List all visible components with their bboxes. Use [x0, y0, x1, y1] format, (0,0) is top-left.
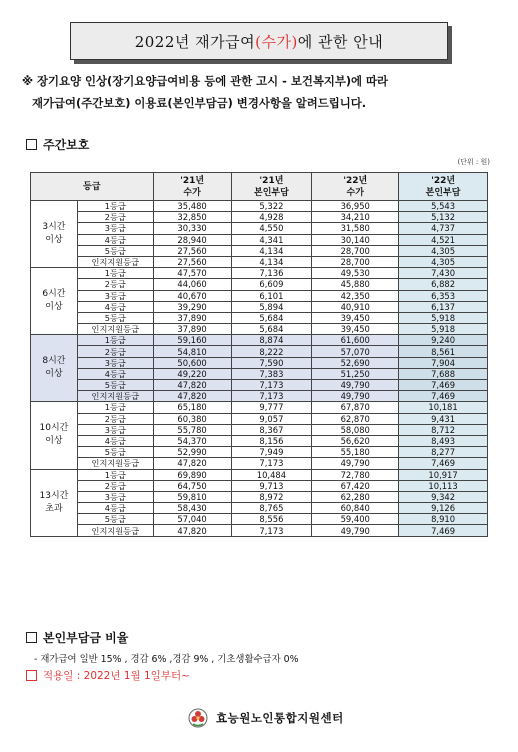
grade-cell: 2등급 [77, 212, 153, 223]
fee-22-cell: 45,880 [312, 279, 399, 290]
fee-21-cell: 55,780 [153, 424, 231, 435]
self-21-cell: 8,765 [231, 503, 312, 514]
group-label-cell: 13시간 초과 [31, 469, 78, 536]
fee-21-cell: 49,220 [153, 368, 231, 379]
self-21-cell: 8,156 [231, 435, 312, 446]
grade-cell: 3등급 [77, 357, 153, 368]
self-21-cell: 5,684 [231, 312, 312, 323]
grade-cell: 3등급 [77, 491, 153, 502]
self-22-cell: 5,543 [399, 201, 488, 212]
group-label-cell: 8시간 이상 [31, 335, 78, 402]
self-21-cell: 9,713 [231, 480, 312, 491]
table-row [31, 279, 488, 290]
self-21-cell: 9,057 [231, 413, 312, 424]
fee-22-cell: 55,180 [312, 447, 399, 458]
table-row [31, 312, 488, 323]
self-21-cell: 4,928 [231, 212, 312, 223]
self-22-cell: 9,126 [399, 503, 488, 514]
table-row [31, 234, 488, 245]
fee-22-cell: 67,420 [312, 480, 399, 491]
grade-cell: 4등급 [77, 503, 153, 514]
fee-22-cell: 67,870 [312, 402, 399, 413]
table-row [31, 268, 488, 279]
fee-22-cell: 52,690 [312, 357, 399, 368]
table-row [31, 503, 488, 514]
fee-22-cell: 58,080 [312, 424, 399, 435]
checkbox-square-icon [26, 670, 37, 681]
fee-21-cell: 37,890 [153, 324, 231, 335]
footer-org [188, 708, 344, 728]
self-22-cell: 7,430 [399, 268, 488, 279]
title-pre: 2022년 재가급여 [134, 32, 256, 51]
fee-22-cell: 36,950 [312, 201, 399, 212]
self-21-cell: 5,894 [231, 301, 312, 312]
table-row [31, 324, 488, 335]
fee-21-cell: 64,750 [153, 480, 231, 491]
fee-21-cell: 50,600 [153, 357, 231, 368]
grade-cell: 1등급 [77, 268, 153, 279]
fee-22-cell: 31,580 [312, 223, 399, 234]
fee-21-cell: 47,820 [153, 458, 231, 469]
grade-cell: 인지지원등급 [77, 458, 153, 469]
fee-21-cell: 69,890 [153, 469, 231, 480]
self-21-cell: 7,173 [231, 380, 312, 391]
self-22-cell: 7,688 [399, 368, 488, 379]
grade-cell: 1등급 [77, 335, 153, 346]
fee-22-cell: 57,070 [312, 346, 399, 357]
grade-cell: 5등급 [77, 245, 153, 256]
fee-22-cell: 61,600 [312, 335, 399, 346]
table-row [31, 413, 488, 424]
grade-cell: 5등급 [77, 447, 153, 458]
self-22-cell: 4,521 [399, 234, 488, 245]
fee-22-cell: 30,140 [312, 234, 399, 245]
table-row [31, 435, 488, 446]
self-22-cell: 7,469 [399, 525, 488, 536]
self-21-cell: 7,173 [231, 458, 312, 469]
self-22-cell: 8,712 [399, 424, 488, 435]
table-row [31, 391, 488, 402]
self-21-cell: 7,136 [231, 268, 312, 279]
table-row [31, 346, 488, 357]
checkbox-square-icon [26, 139, 37, 150]
fee-22-cell: 56,620 [312, 435, 399, 446]
fee-21-cell: 58,430 [153, 503, 231, 514]
self-22-cell: 5,132 [399, 212, 488, 223]
self-21-cell: 5,322 [231, 201, 312, 212]
grade-cell: 2등급 [77, 346, 153, 357]
header-grade: 등급 [31, 173, 154, 201]
self-21-cell: 4,550 [231, 223, 312, 234]
self-22-cell: 9,342 [399, 491, 488, 502]
self-21-cell: 8,222 [231, 346, 312, 357]
grade-cell: 1등급 [77, 402, 153, 413]
grade-cell: 3등급 [77, 223, 153, 234]
grade-cell: 1등급 [77, 201, 153, 212]
grade-cell: 2등급 [77, 279, 153, 290]
self-22-cell: 8,277 [399, 447, 488, 458]
fee-22-cell: 39,450 [312, 324, 399, 335]
self-22-cell: 6,882 [399, 279, 488, 290]
grade-cell: 3등급 [77, 290, 153, 301]
table-row [31, 301, 488, 312]
fee-21-cell: 47,820 [153, 380, 231, 391]
self-22-cell: 8,910 [399, 514, 488, 525]
table-row [31, 514, 488, 525]
group-label-cell: 10시간 이상 [31, 402, 78, 469]
ratio-note: - 재가급여 일반 15% , 경감 6% ,경감 9% , 기초생활수급자 0% [34, 654, 299, 665]
self-22-cell: 7,904 [399, 357, 488, 368]
fee-21-cell: 35,480 [153, 201, 231, 212]
table-row [31, 458, 488, 469]
table-row [31, 212, 488, 223]
self-22-cell: 4,305 [399, 256, 488, 267]
grade-cell: 인지지원등급 [77, 391, 153, 402]
grade-cell: 5등급 [77, 312, 153, 323]
self-22-cell: 10,181 [399, 402, 488, 413]
table-row [31, 491, 488, 502]
fee-table [30, 172, 488, 537]
section-daycare-heading [26, 136, 89, 153]
table-row [31, 424, 488, 435]
table-row [31, 380, 488, 391]
fee-21-cell: 39,290 [153, 301, 231, 312]
title-highlight: (수가) [255, 32, 298, 51]
grade-cell: 4등급 [77, 368, 153, 379]
table-row [31, 368, 488, 379]
self-22-cell: 6,137 [399, 301, 488, 312]
grade-cell: 4등급 [77, 234, 153, 245]
fee-22-cell: 49,790 [312, 380, 399, 391]
table-row [31, 357, 488, 368]
fee-21-cell: 59,160 [153, 335, 231, 346]
apply-date-text: 적용일 : 2022년 1월 1일부터~ [43, 670, 190, 682]
section-daycare-label: 주간보호 [43, 138, 90, 152]
fee-21-cell: 54,810 [153, 346, 231, 357]
self-21-cell: 5,684 [231, 324, 312, 335]
self-21-cell: 10,484 [231, 469, 312, 480]
table-row [31, 335, 488, 346]
header-21-fee: '21년 수가 [153, 173, 231, 201]
self-21-cell: 8,874 [231, 335, 312, 346]
self-22-cell: 10,113 [399, 480, 488, 491]
self-22-cell: 5,918 [399, 312, 488, 323]
self-21-cell: 9,777 [231, 402, 312, 413]
table-row [31, 245, 488, 256]
self-22-cell: 9,240 [399, 335, 488, 346]
table-row [31, 480, 488, 491]
section-ratio-label: 본인부담금 비율 [43, 631, 129, 645]
fee-22-cell: 28,700 [312, 256, 399, 267]
table-row [31, 469, 488, 480]
fee-21-cell: 47,820 [153, 525, 231, 536]
fee-22-cell: 49,790 [312, 391, 399, 402]
self-22-cell: 8,493 [399, 435, 488, 446]
fee-22-cell: 62,870 [312, 413, 399, 424]
self-21-cell: 7,590 [231, 357, 312, 368]
table-row [31, 402, 488, 413]
fee-21-cell: 27,560 [153, 256, 231, 267]
fee-21-cell: 30,330 [153, 223, 231, 234]
fee-21-cell: 44,060 [153, 279, 231, 290]
fee-22-cell: 39,450 [312, 312, 399, 323]
grade-cell: 4등급 [77, 435, 153, 446]
header-22-self: '22년 본인부담 [399, 173, 488, 201]
fee-21-cell: 60,380 [153, 413, 231, 424]
table-row [31, 290, 488, 301]
fee-22-cell: 72,780 [312, 469, 399, 480]
grade-cell: 인지지원등급 [77, 324, 153, 335]
fee-22-cell: 51,250 [312, 368, 399, 379]
self-22-cell: 7,469 [399, 391, 488, 402]
self-22-cell: 4,737 [399, 223, 488, 234]
fee-21-cell: 59,810 [153, 491, 231, 502]
self-22-cell: 9,431 [399, 413, 488, 424]
grade-cell: 2등급 [77, 413, 153, 424]
self-21-cell: 8,972 [231, 491, 312, 502]
self-22-cell: 6,353 [399, 290, 488, 301]
unit-label: (단위 : 원) [457, 158, 490, 166]
header-21-self: '21년 본인부담 [231, 173, 312, 201]
grade-cell: 인지지원등급 [77, 256, 153, 267]
self-21-cell: 8,367 [231, 424, 312, 435]
fee-22-cell: 40,910 [312, 301, 399, 312]
self-22-cell: 5,918 [399, 324, 488, 335]
table-row [31, 223, 488, 234]
self-21-cell: 4,134 [231, 256, 312, 267]
self-22-cell: 8,561 [399, 346, 488, 357]
table-row [31, 256, 488, 267]
table-row [31, 447, 488, 458]
fee-table-body [31, 201, 488, 537]
grade-cell: 5등급 [77, 380, 153, 391]
fee-21-cell: 37,890 [153, 312, 231, 323]
title-post: 에 관한 안내 [297, 32, 384, 51]
fee-22-cell: 34,210 [312, 212, 399, 223]
self-22-cell: 7,469 [399, 458, 488, 469]
self-22-cell: 7,469 [399, 380, 488, 391]
checkbox-square-icon [26, 632, 37, 643]
fee-22-cell: 59,400 [312, 514, 399, 525]
footer-org-name: 효능원노인통합지원센터 [216, 711, 344, 725]
group-label-cell: 6시간 이상 [31, 268, 78, 335]
intro-line-1: ※ 장기요양 인상(장기요양급여비용 등에 관한 고시 - 보건복지부)에 따라 [22, 74, 389, 88]
page-title [70, 22, 448, 60]
grade-cell: 1등급 [77, 469, 153, 480]
self-21-cell: 7,949 [231, 447, 312, 458]
fee-22-cell: 42,350 [312, 290, 399, 301]
group-label-cell: 3시간 이상 [31, 201, 78, 268]
fee-21-cell: 47,570 [153, 268, 231, 279]
self-21-cell: 6,101 [231, 290, 312, 301]
self-21-cell: 4,341 [231, 234, 312, 245]
self-21-cell: 7,173 [231, 391, 312, 402]
self-21-cell: 7,383 [231, 368, 312, 379]
intro-notice [22, 70, 502, 114]
fee-22-cell: 28,700 [312, 245, 399, 256]
self-21-cell: 6,609 [231, 279, 312, 290]
flower-emblem-icon [188, 708, 208, 728]
self-21-cell: 8,556 [231, 514, 312, 525]
fee-22-cell: 49,790 [312, 525, 399, 536]
grade-cell: 4등급 [77, 301, 153, 312]
fee-21-cell: 57,040 [153, 514, 231, 525]
self-21-cell: 4,134 [231, 245, 312, 256]
self-22-cell: 4,305 [399, 245, 488, 256]
apply-date-line [26, 668, 190, 683]
fee-22-cell: 60,840 [312, 503, 399, 514]
fee-21-cell: 27,560 [153, 245, 231, 256]
fee-21-cell: 52,990 [153, 447, 231, 458]
fee-21-cell: 28,940 [153, 234, 231, 245]
fee-21-cell: 47,820 [153, 391, 231, 402]
table-row [31, 201, 488, 212]
intro-line-2: 재가급여(주간보호) 이용료(본인부담금) 변경사항을 알려드립니다. [32, 96, 367, 110]
header-22-fee: '22년 수가 [312, 173, 399, 201]
fee-21-cell: 54,370 [153, 435, 231, 446]
fee-22-cell: 49,530 [312, 268, 399, 279]
fee-21-cell: 40,670 [153, 290, 231, 301]
fee-21-cell: 65,180 [153, 402, 231, 413]
grade-cell: 2등급 [77, 480, 153, 491]
self-21-cell: 7,173 [231, 525, 312, 536]
fee-21-cell: 32,850 [153, 212, 231, 223]
fee-22-cell: 62,280 [312, 491, 399, 502]
fee-table-header-row [31, 173, 488, 201]
grade-cell: 5등급 [77, 514, 153, 525]
table-row [31, 525, 488, 536]
grade-cell: 3등급 [77, 424, 153, 435]
self-22-cell: 10,917 [399, 469, 488, 480]
fee-22-cell: 49,790 [312, 458, 399, 469]
section-ratio-heading [26, 629, 128, 646]
grade-cell: 인지지원등급 [77, 525, 153, 536]
